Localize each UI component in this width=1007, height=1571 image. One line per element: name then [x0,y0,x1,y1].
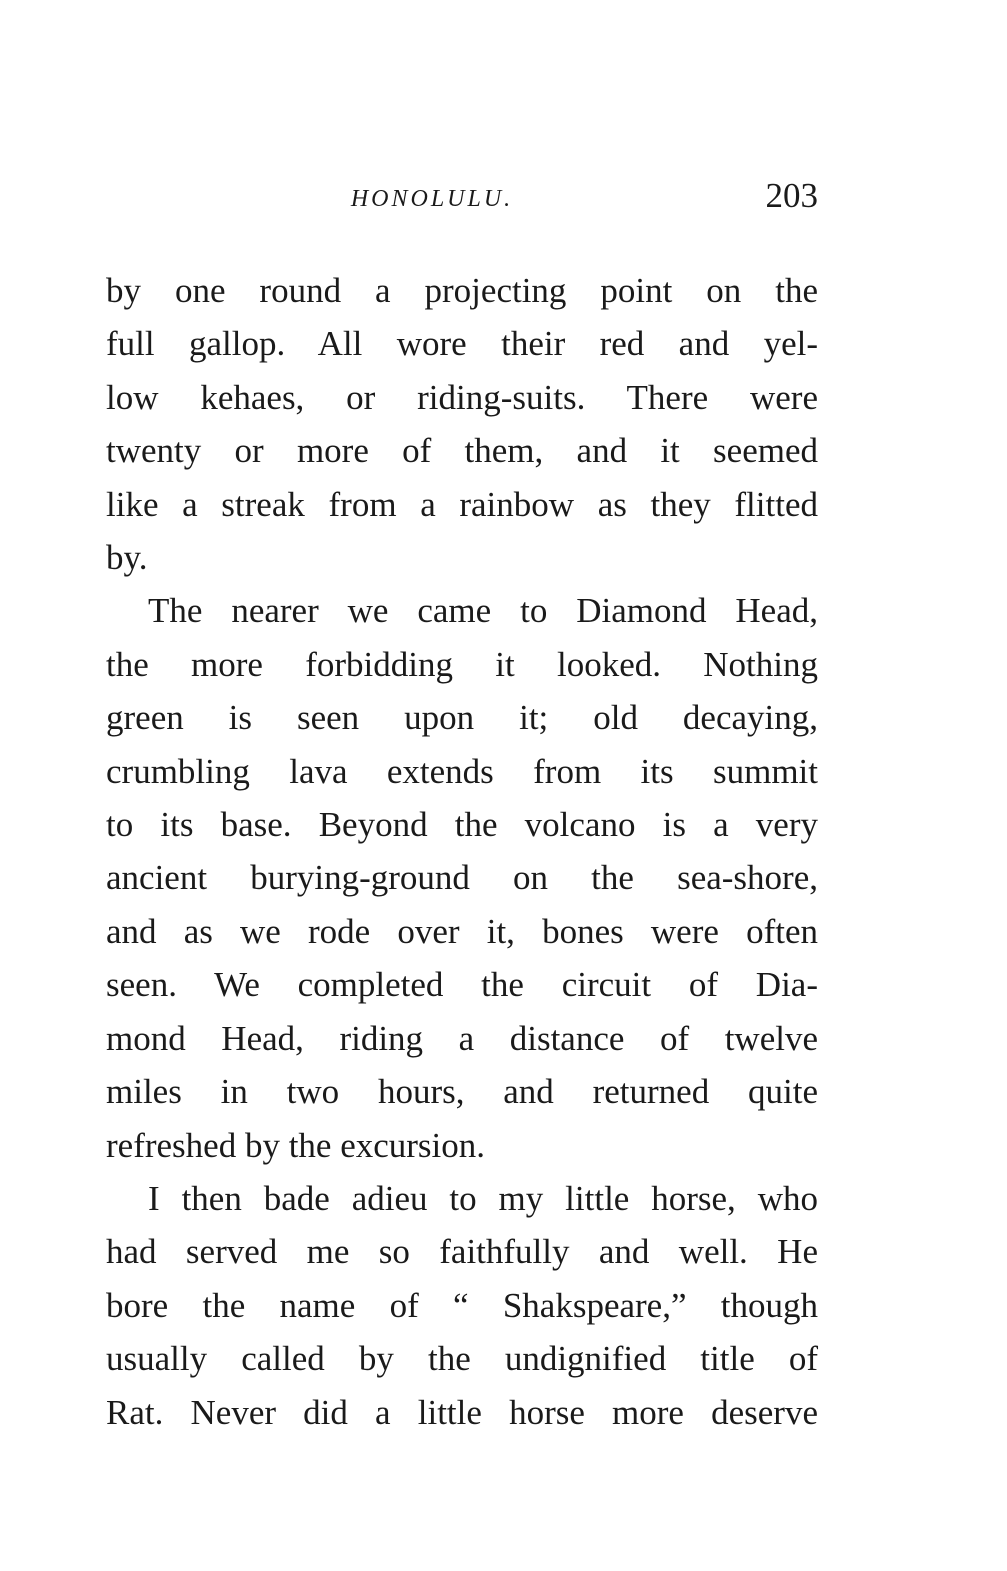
page-number: 203 [765,176,818,215]
book-page [106,172,818,1439]
paragraph-1 [106,264,818,584]
body-text [106,264,818,1439]
text-line: twenty or more of them, and it seemed [106,431,818,471]
text-line: miles in two hours, and returned quite [106,1072,818,1112]
text-line: low kehaes, or riding-suits. There were [106,377,818,417]
text-line: mond Head, riding a distance of twelve [106,1018,818,1058]
text-line: ancient burying-ground on the sea-shore, [106,858,818,898]
text-line: by one round a projecting point on the [106,271,818,310]
paragraph-3 [106,1172,818,1439]
text-line: crumbling lava extends from its summit [106,751,818,791]
text-line: usually called by the undignified title of [106,1339,818,1379]
text-line: and as we rode over it, bones were often [106,911,818,951]
text-line: refreshed by the excursion. [106,1125,486,1165]
text-line: full gallop. All wore their red and yel- [106,324,818,364]
text-line: I then bade adieu to my little horse, who [148,1178,818,1218]
text-line: the more forbidding it looked. Nothing [106,644,818,684]
text-line: green is seen upon it; old decaying, [106,698,818,738]
text-line: had served me so faithfully and well. He [106,1232,818,1272]
text-line: The nearer we came to Diamond Head, [148,591,818,631]
running-head-title: HONOLULU. [350,186,514,212]
text-line: to its base. Beyond the volcano is a very [106,805,818,845]
text-line: Rat. Never did a little horse more deserve [106,1392,818,1432]
text-line: bore the name of “ Shakspeare,” though [106,1285,818,1325]
text-line: by. [106,538,148,578]
text-line: seen. We completed the circuit of Dia- [106,965,818,1005]
paragraph-2 [106,584,818,1171]
running-head [106,172,818,224]
text-line: like a streak from a rainbow as they flitted [106,484,818,524]
